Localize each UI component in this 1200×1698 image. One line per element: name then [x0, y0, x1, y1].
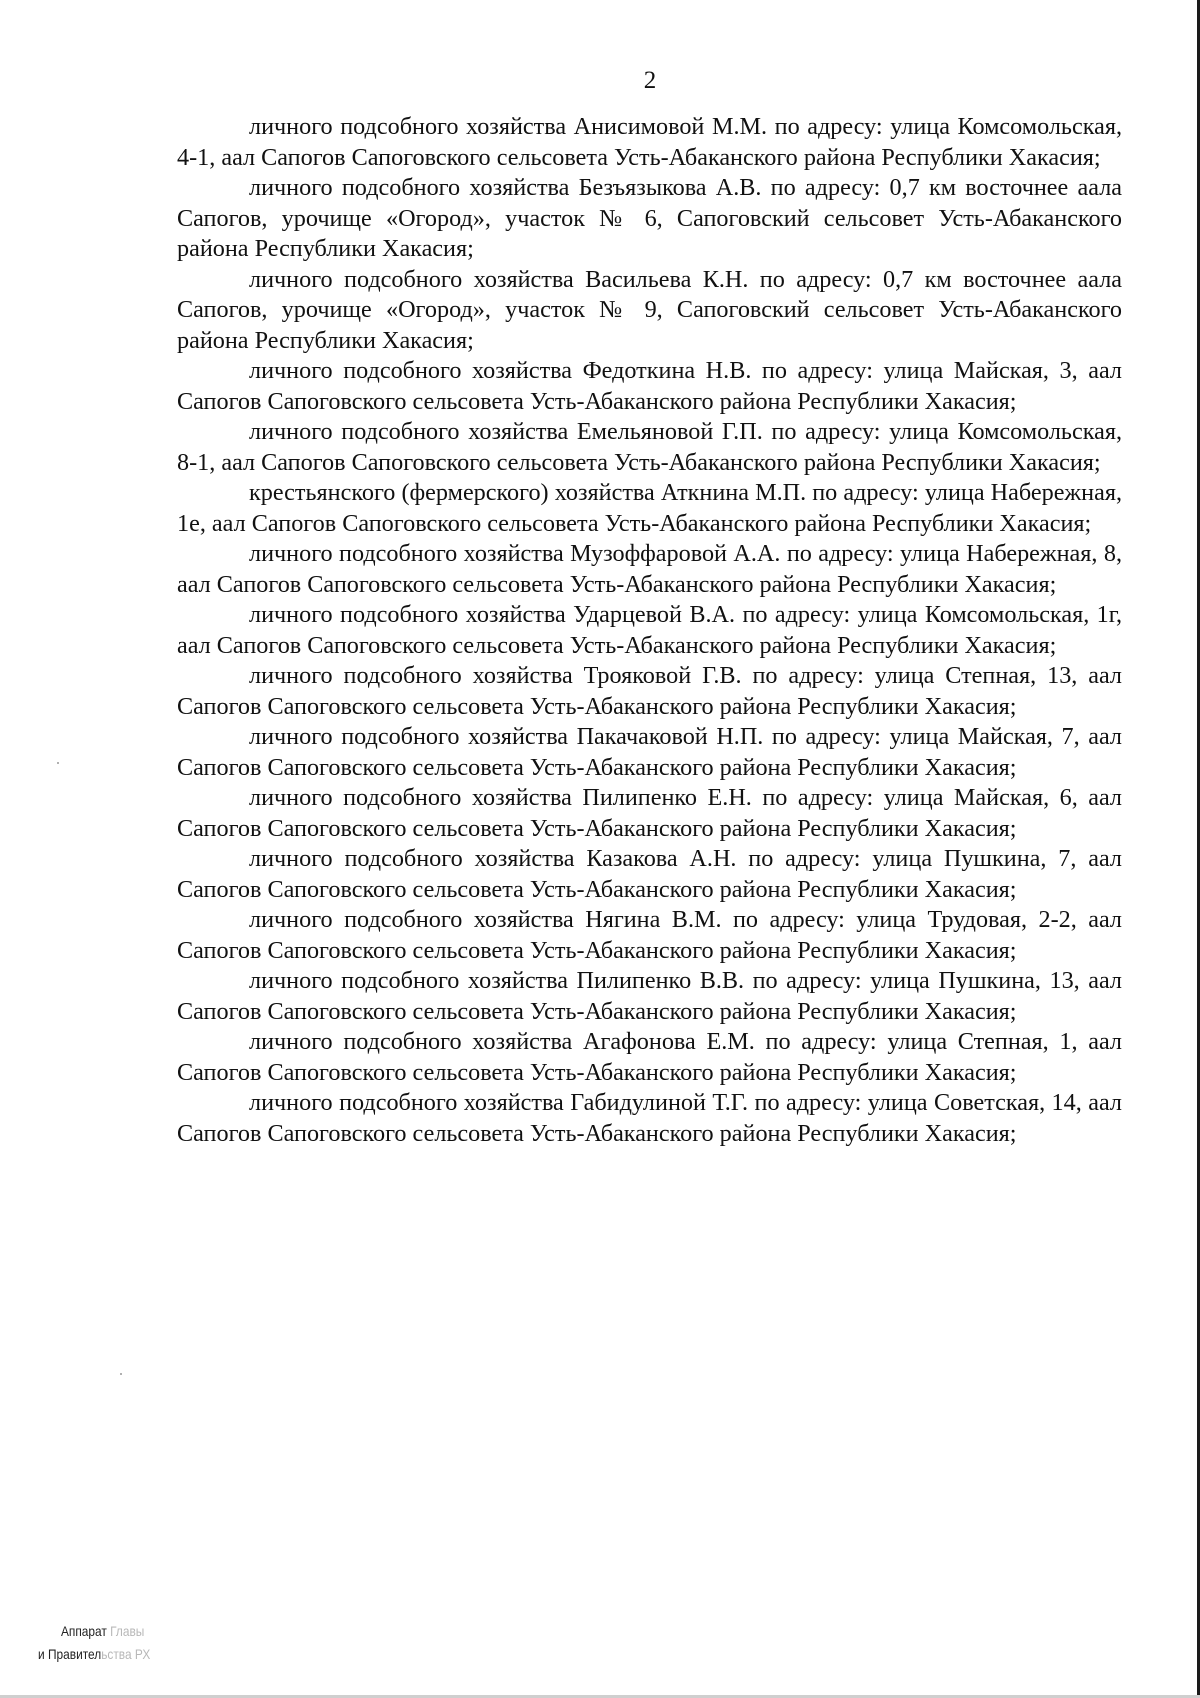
entry-paragraph: личного подсобного хозяйства Емельяновой Г.П. по адресу: улица Комсомольская, 8-1, аал Сапогов Сапоговского сельсовета Усть-Абаканского района Республики Хакасия; — [177, 418, 1122, 476]
entry-paragraph: личного подсобного хозяйства Музоффаровой А.А. по адресу: улица Набережная, 8, аал Сапогов Сапоговского сельсовета Усть-Абаканского района Республики Хакасия; — [177, 540, 1122, 598]
page-number: 2 — [643, 67, 657, 94]
entry-paragraph: личного подсобного хозяйства Агафонова Е.М. по адресу: улица Степная, 1, аал Сапогов Сапоговского сельсовета Усть-Абаканского района Республики Хакасия; — [177, 1028, 1122, 1086]
footer-stamp — [38, 1620, 208, 1666]
entry-paragraph: крестьянского (фермерского) хозяйства Аткнина М.П. по адресу: улица Набережная, 1е, аал Сапогов Сапоговского сельсовета Усть-Абаканского района Республики Хакасия; — [177, 479, 1122, 537]
footer-stamp-line-1 — [38, 1620, 208, 1643]
entry-paragraph: личного подсобного хозяйства Безъязыкова А.В. по адресу: 0,7 км восточнее аала Сапогов, урочище «Огород», участок № 6, Сапоговский сельсовет Усть-Абаканского района Республики Хакасия; — [177, 174, 1122, 262]
entry-paragraph: личного подсобного хозяйства Федоткина Н.В. по адресу: улица Майская, 3, аал Сапогов Сапоговского сельсовета Усть-Абаканского района Республики Хакасия; — [177, 357, 1122, 415]
footer-stamp-line-2-visible: и Правител — [38, 1646, 102, 1662]
entry-paragraph: личного подсобного хозяйства Пилипенко В.В. по адресу: улица Пушкина, 13, аал Сапогов Сапоговского сельсовета Усть-Абаканского района Республики Хакасия; — [177, 967, 1122, 1025]
entry-paragraph: личного подсобного хозяйства Нягина В.М. по адресу: улица Трудовая, 2-2, аал Сапогов Сапоговского сельсовета Усть-Абаканского района Республики Хакасия; — [177, 906, 1122, 964]
document-body — [177, 112, 1122, 1149]
entry-paragraph: личного подсобного хозяйства Васильева К.Н. по адресу: 0,7 км восточнее аала Сапогов, урочище «Огород», участок № 9, Сапоговский сельсовет Усть-Абаканского района Республики Хакасия; — [177, 265, 1122, 354]
entry-paragraph: личного подсобного хозяйства Анисимовой М.М. по адресу: улица Комсомольская, 4-1, аал Сапогов Сапоговского сельсовета Усть-Абаканского района Республики Хакасия; — [177, 113, 1122, 171]
scan-speck — [120, 1373, 122, 1375]
footer-stamp-line-2 — [38, 1643, 208, 1666]
footer-stamp-line-1-visible: Аппарат — [60, 1623, 111, 1639]
footer-stamp-line-2-faded: ьства РХ — [101, 1646, 151, 1662]
entry-paragraph: личного подсобного хозяйства Ударцевой В.А. по адресу: улица Комсомольская, 1г, аал Сапогов Сапоговского сельсовета Усть-Абаканского района Республики Хакасия; — [177, 601, 1122, 659]
footer-stamp-line-1-faded: Главы — [110, 1623, 145, 1639]
scan-speck — [57, 762, 59, 764]
entry-paragraph: личного подсобного хозяйства Пакачаковой Н.П. по адресу: улица Майская, 7, аал Сапогов Сапоговского сельсовета Усть-Абаканского района Республики Хакасия; — [177, 723, 1122, 781]
entry-paragraph: личного подсобного хозяйства Пилипенко Е.Н. по адресу: улица Майская, 6, аал Сапогов Сапоговского сельсовета Усть-Абаканского района Республики Хакасия; — [177, 784, 1122, 842]
entry-paragraph: личного подсобного хозяйства Казакова А.Н. по адресу: улица Пушкина, 7, аал Сапогов Сапоговского сельсовета Усть-Абаканского района Республики Хакасия; — [177, 845, 1122, 903]
entry-paragraph: личного подсобного хозяйства Трояковой Г.В. по адресу: улица Степная, 13, аал Сапогов Сапоговского сельсовета Усть-Абаканского района Республики Хакасия; — [177, 662, 1122, 720]
entry-paragraph: личного подсобного хозяйства Габидулиной Т.Г. по адресу: улица Советская, 14, аал Сапогов Сапоговского сельсовета Усть-Абаканского района Республики Хакасия; — [177, 1089, 1122, 1147]
